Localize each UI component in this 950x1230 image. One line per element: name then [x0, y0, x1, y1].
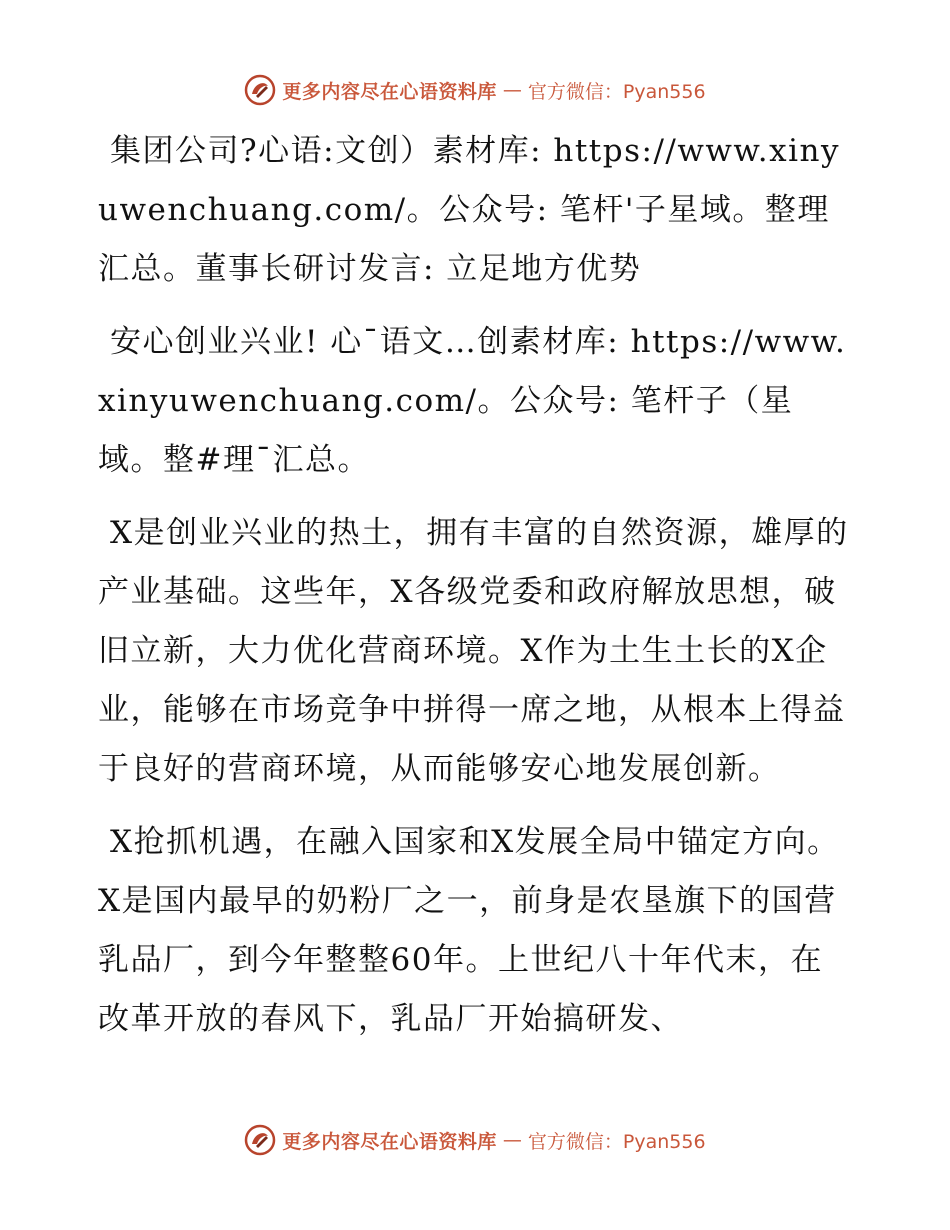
banner-title: 更多内容尽在心语资料库	[282, 1130, 497, 1153]
paragraph-2: 安心创业兴业! 心¯语文…创素材库: https://www.xinyuwenchuang.com/。公众号: 笔杆子（星域。整#理¯汇总。	[98, 324, 847, 478]
footer-watermark-banner	[0, 1120, 950, 1160]
paragraph-3: X是创业兴业的热土，拥有丰富的自然资源，雄厚的产业基础。这些年，X各级党委和政府解放思想，破旧立新，大力优化营商环境。X作为土生土长的X企业，能够在市场竞争中拼得一席之地，从根本上得益于良好的营商环境，从而能够安心地发展创新。	[98, 515, 849, 787]
red-swirl-pen-logo-icon	[244, 1124, 276, 1156]
document-body	[98, 122, 850, 1063]
banner-wechat-id: 官方微信：Pyan556	[527, 1130, 706, 1153]
paragraph-1: 集团公司?心语:文创）素材库: https://www.xinyuwenchuang.com/。公众号: 笔杆'子星域。整理汇总。董事长研讨发言: 立足地方优势	[98, 133, 840, 287]
banner-separator: —	[502, 1129, 522, 1151]
banner-separator: —	[502, 79, 522, 101]
header-watermark-banner	[0, 70, 950, 110]
red-swirl-pen-logo-icon	[244, 74, 276, 106]
banner-wechat-id: 官方微信：Pyan556	[527, 80, 706, 103]
paragraph-4: X抢抓机遇，在融入国家和X发展全局中锚定方向。X是国内最早的奶粉厂之一，前身是农垦旗下的国营乳品厂，到今年整整60年。上世纪八十年代末，在改革开放的春风下，乳品厂开始搞研发、	[98, 824, 840, 1037]
banner-title: 更多内容尽在心语资料库	[282, 80, 497, 103]
